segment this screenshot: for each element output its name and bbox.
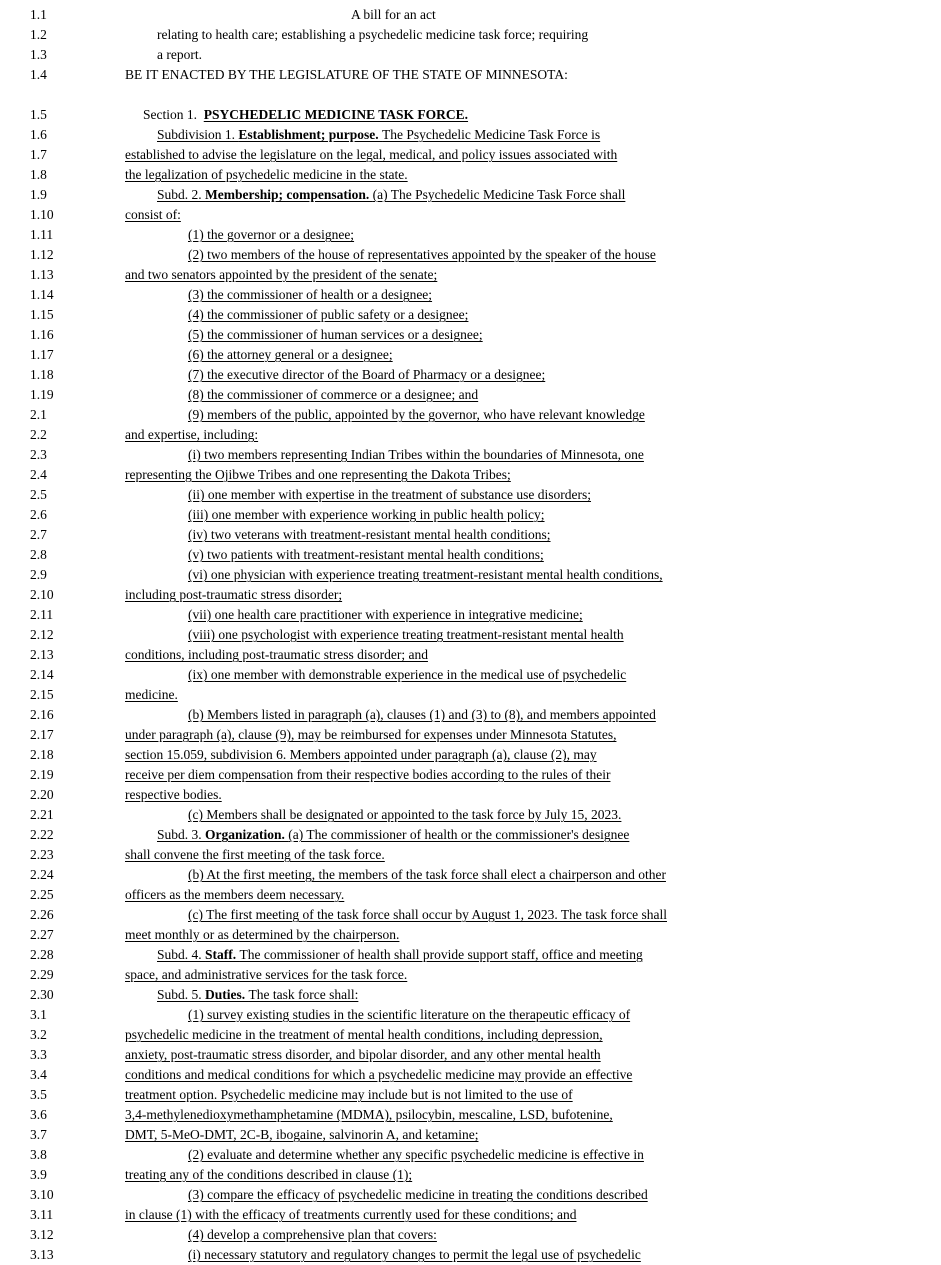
- text-segment: Subd. 3.: [157, 827, 206, 842]
- text-segment: BE IT ENACTED BY THE LEGISLATURE OF THE STATE OF MINNESOTA:: [125, 67, 568, 82]
- line-text: [125, 1025, 603, 1045]
- line-text: [125, 965, 407, 985]
- line-text: [188, 805, 621, 825]
- line-number: 1.17: [30, 347, 54, 362]
- line-text: [188, 285, 432, 305]
- line-number: 1.19: [30, 387, 54, 402]
- line-text: [188, 1245, 641, 1265]
- text-segment: (v) two patients with treatment-resistant mental health conditions;: [188, 547, 544, 562]
- line-text: [157, 185, 625, 205]
- line-number: 3.1: [30, 1007, 47, 1022]
- bill-line: [0, 1105, 941, 1125]
- line-text: [125, 745, 597, 765]
- line-number: 2.26: [30, 907, 54, 922]
- text-segment: conditions and medical conditions for which a psychedelic medicine may provide an effective: [125, 1067, 633, 1082]
- bill-line: [0, 825, 941, 845]
- bill-line: [0, 1005, 941, 1025]
- line-number: 3.9: [30, 1167, 47, 1182]
- line-number: 1.13: [30, 267, 54, 282]
- bill-line: [0, 1025, 941, 1045]
- line-text: [125, 1165, 412, 1185]
- bill-line: [0, 925, 941, 945]
- bill-line: [0, 205, 941, 225]
- text-segment: (b) Members listed in paragraph (a), clauses (1) and (3) to (8), and members appointed: [188, 707, 656, 722]
- line-text: [188, 405, 645, 425]
- text-segment: A bill for an act: [351, 7, 436, 22]
- line-number: 1.6: [30, 127, 47, 142]
- line-number: 3.5: [30, 1087, 47, 1102]
- line-number: 1.14: [30, 287, 54, 302]
- line-number: 1.16: [30, 327, 54, 342]
- line-text: [125, 725, 616, 745]
- bill-line: [0, 45, 941, 65]
- text-segment: (8) the commissioner of commerce or a designee; and: [188, 387, 479, 402]
- line-number: 1.5: [30, 107, 47, 122]
- line-number: 3.8: [30, 1147, 47, 1162]
- line-number: 2.27: [30, 927, 54, 942]
- text-segment: anxiety, post-traumatic stress disorder, and bipolar disorder, and any other mental health: [125, 1047, 601, 1062]
- line-text: [125, 145, 617, 165]
- text-segment: in clause (1) with the efficacy of treatments currently used for these conditions; and: [125, 1207, 577, 1222]
- text-segment: Subd. 2.: [157, 187, 206, 202]
- text-segment: (4) develop a comprehensive plan that covers:: [188, 1227, 437, 1242]
- line-text: [125, 165, 408, 185]
- line-text: [188, 345, 393, 365]
- line-text: [188, 1185, 648, 1205]
- text-segment: shall convene the first meeting of the task force.: [125, 847, 385, 862]
- bill-line: [0, 605, 941, 625]
- line-text: [188, 325, 483, 345]
- line-number: 2.15: [30, 687, 54, 702]
- line-text: [125, 685, 178, 705]
- bill-line: [0, 165, 941, 185]
- line-number: 2.21: [30, 807, 54, 822]
- bill-line: [0, 105, 941, 125]
- bill-line: [0, 945, 941, 965]
- bill-line: [0, 965, 941, 985]
- bill-line: [0, 145, 941, 165]
- line-text: [188, 665, 626, 685]
- line-number: 3.6: [30, 1107, 47, 1122]
- bill-line: [0, 885, 941, 905]
- line-number: 1.15: [30, 307, 54, 322]
- bill-line: [0, 5, 941, 25]
- bill-line: [0, 1245, 941, 1265]
- text-segment: receive per diem compensation from their respective bodies according to the rules of their: [125, 767, 611, 782]
- text-segment: The commissioner of health shall provide support staff, office and meeting: [239, 947, 643, 962]
- bill-line: [0, 425, 941, 445]
- line-number: 2.28: [30, 947, 54, 962]
- text-segment: treatment option. Psychedelic medicine may include but is not limited to the use of: [125, 1087, 573, 1102]
- text-segment: meet monthly or as determined by the chairperson.: [125, 927, 400, 942]
- text-segment: Subd. 5.: [157, 987, 206, 1002]
- line-number: 3.10: [30, 1187, 54, 1202]
- line-number: 2.3: [30, 447, 47, 462]
- line-text: [125, 425, 258, 445]
- line-number: 2.9: [30, 567, 47, 582]
- line-text: [125, 265, 437, 285]
- line-text: [143, 105, 468, 125]
- line-number: 2.8: [30, 547, 47, 562]
- line-number: 3.12: [30, 1227, 54, 1242]
- line-text: [188, 525, 551, 545]
- line-text: [188, 625, 624, 645]
- line-text: [188, 1145, 644, 1165]
- bill-line: [0, 225, 941, 245]
- line-number: 3.4: [30, 1067, 47, 1082]
- line-number: 2.17: [30, 727, 54, 742]
- line-number: 2.10: [30, 587, 54, 602]
- bill-line: [0, 1205, 941, 1225]
- heading-segment: Establishment; purpose.: [238, 127, 383, 142]
- text-segment: space, and administrative services for the task force.: [125, 967, 408, 982]
- text-segment: (viii) one psychologist with experience treating treatment-resistant mental health: [188, 627, 624, 642]
- line-text: [125, 1045, 601, 1065]
- text-segment: (i) two members representing Indian Tribes within the boundaries of Minnesota, one: [188, 447, 644, 462]
- text-segment: medicine.: [125, 687, 178, 702]
- line-text: [125, 585, 342, 605]
- line-number: 2.18: [30, 747, 54, 762]
- line-number: 1.4: [30, 67, 47, 82]
- line-text: [188, 305, 468, 325]
- line-text: [125, 65, 568, 85]
- line-number: 2.7: [30, 527, 47, 542]
- text-segment: (3) the commissioner of health or a designee;: [188, 287, 433, 302]
- text-segment: 3,4-methylenedioxymethamphetamine (MDMA), psilocybin, mescaline, LSD, bufotenine,: [125, 1107, 613, 1122]
- line-number: 2.4: [30, 467, 47, 482]
- line-number: 2.30: [30, 987, 54, 1002]
- bill-line: [0, 405, 941, 425]
- line-text: [188, 705, 656, 725]
- text-segment: established to advise the legislature on the legal, medical, and policy issues associated with: [125, 147, 618, 162]
- line-number: 1.3: [30, 47, 47, 62]
- line-number: 3.11: [30, 1207, 54, 1222]
- line-text: [188, 365, 545, 385]
- line-number: 1.7: [30, 147, 47, 162]
- line-text: [157, 25, 588, 45]
- line-number: 2.20: [30, 787, 54, 802]
- bill-line: [0, 245, 941, 265]
- bill-line: [0, 465, 941, 485]
- line-text: [188, 545, 544, 565]
- line-text: [125, 925, 399, 945]
- text-segment: conditions, including post-traumatic stress disorder; and: [125, 647, 428, 662]
- text-segment: (a) The Psychedelic Medicine Task Force shall: [372, 187, 626, 202]
- text-segment: Subdivision 1.: [157, 127, 239, 142]
- text-segment: (i) necessary statutory and regulatory changes to permit the legal use of psychedelic: [188, 1247, 641, 1262]
- line-text: [125, 785, 222, 805]
- text-segment: (ix) one member with demonstrable experience in the medical use of psychedelic: [188, 667, 627, 682]
- line-text: [188, 245, 656, 265]
- bill-line: [0, 345, 941, 365]
- bill-line: [0, 665, 941, 685]
- heading-segment: Staff.: [205, 947, 240, 962]
- line-number: 2.5: [30, 487, 47, 502]
- bill-line: [0, 1225, 941, 1245]
- text-segment: (b) At the first meeting, the members of the task force shall elect a chairperson and other: [188, 867, 666, 882]
- line-text: [125, 765, 610, 785]
- text-segment: (9) members of the public, appointed by the governor, who have relevant knowledge: [188, 407, 645, 422]
- line-text: [188, 1005, 630, 1025]
- text-segment: consist of:: [125, 207, 181, 222]
- line-text: [188, 485, 591, 505]
- text-segment: (6) the attorney general or a designee;: [188, 347, 393, 362]
- line-number: 2.22: [30, 827, 54, 842]
- text-segment: Section 1.: [143, 107, 204, 122]
- bill-line: [0, 445, 941, 465]
- line-text: [188, 605, 583, 625]
- bill-line: [0, 585, 941, 605]
- line-number: 1.8: [30, 167, 47, 182]
- line-number: 2.25: [30, 887, 54, 902]
- bill-line: [0, 545, 941, 565]
- bill-line: [0, 505, 941, 525]
- line-text: [125, 1105, 613, 1125]
- bill-line: [0, 325, 941, 345]
- line-number: 3.3: [30, 1047, 47, 1062]
- text-segment: (1) the governor or a designee;: [188, 227, 355, 242]
- bill-line: [0, 1045, 941, 1065]
- text-segment: respective bodies.: [125, 787, 222, 802]
- bill-line: [0, 1065, 941, 1085]
- text-segment: (3) compare the efficacy of psychedelic medicine in treating the conditions described: [188, 1187, 648, 1202]
- text-segment: under paragraph (a), clause (9), may be reimbursed for expenses under Minnesota Statutes,: [125, 727, 617, 742]
- bill-line: [0, 185, 941, 205]
- text-segment: (c) Members shall be designated or appointed to the task force by July 15, 2023.: [188, 807, 622, 822]
- line-text: [157, 125, 600, 145]
- text-segment: and two senators appointed by the president of the senate;: [125, 267, 438, 282]
- text-segment: the legalization of psychedelic medicine in the state.: [125, 167, 408, 182]
- text-segment: (vii) one health care practitioner with experience in integrative medicine;: [188, 607, 583, 622]
- text-segment: (1) survey existing studies in the scientific literature on the therapeutic efficacy of: [188, 1007, 631, 1022]
- text-segment: officers as the members deem necessary.: [125, 887, 345, 902]
- text-segment: (iii) one member with experience working in public health policy;: [188, 507, 545, 522]
- bill-line: [0, 1085, 941, 1105]
- line-number: 2.19: [30, 767, 54, 782]
- line-text: [125, 1065, 632, 1085]
- bill-line: [0, 685, 941, 705]
- bill-line: [0, 125, 941, 145]
- line-number: 1.10: [30, 207, 54, 222]
- bill-line: [0, 525, 941, 545]
- line-text: [188, 445, 644, 465]
- line-text: [157, 45, 202, 65]
- line-number: 2.1: [30, 407, 47, 422]
- bill-line: [0, 625, 941, 645]
- line-number: 2.14: [30, 667, 54, 682]
- bill-line: [0, 705, 941, 725]
- line-number: 2.29: [30, 967, 54, 982]
- bill-line: [0, 565, 941, 585]
- bill-line: [0, 25, 941, 45]
- line-number: 2.12: [30, 627, 54, 642]
- line-number: 1.1: [30, 7, 47, 22]
- line-number: 1.2: [30, 27, 47, 42]
- bill-line: [0, 845, 941, 865]
- line-number: 2.6: [30, 507, 47, 522]
- text-segment: section 15.059, subdivision 6. Members appointed under paragraph (a), clause (2), may: [125, 747, 597, 762]
- line-number: 2.13: [30, 647, 54, 662]
- line-number: 1.18: [30, 367, 54, 382]
- line-number: 3.13: [30, 1247, 54, 1262]
- line-text: [188, 865, 666, 885]
- heading-segment: Membership; compensation.: [205, 187, 373, 202]
- line-text: [188, 225, 354, 245]
- text-segment: Subd. 4.: [157, 947, 206, 962]
- text-segment: (c) The first meeting of the task force shall occur by August 1, 2023. The task force shall: [188, 907, 667, 922]
- line-text: [157, 945, 643, 965]
- text-segment: treating any of the conditions described in clause (1);: [125, 1167, 413, 1182]
- line-text: [125, 645, 428, 665]
- line-text: [125, 1085, 573, 1105]
- text-segment: (2) evaluate and determine whether any specific psychedelic medicine is effective in: [188, 1147, 644, 1162]
- line-number: 3.2: [30, 1027, 47, 1042]
- bill-line: [0, 1125, 941, 1145]
- line-text: [157, 825, 629, 845]
- line-text: [125, 1205, 576, 1225]
- text-segment: including post-traumatic stress disorder;: [125, 587, 343, 602]
- line-number: 1.9: [30, 187, 47, 202]
- line-text: [125, 845, 385, 865]
- bill-line: [0, 1165, 941, 1185]
- heading-segment: Organization.: [205, 827, 289, 842]
- bill-line: [0, 305, 941, 325]
- text-segment: representing the Ojibwe Tribes and one representing the Dakota Tribes;: [125, 467, 511, 482]
- line-number: 2.24: [30, 867, 54, 882]
- text-segment: (4) the commissioner of public safety or a designee;: [188, 307, 469, 322]
- text-segment: (7) the executive director of the Board of Pharmacy or a designee;: [188, 367, 546, 382]
- line-text: [188, 385, 478, 405]
- text-segment: DMT, 5-MeO-DMT, 2C-B, ibogaine, salvinorin A, and ketamine;: [125, 1127, 479, 1142]
- bill-line: [0, 365, 941, 385]
- line-text: [188, 905, 667, 925]
- text-segment: (vi) one physician with experience treating treatment-resistant mental health conditions,: [188, 567, 663, 582]
- bill-line: [0, 725, 941, 745]
- text-segment: a report.: [157, 47, 202, 62]
- bill-line: [0, 645, 941, 665]
- bill-line: [0, 805, 941, 825]
- bill-line: [0, 1185, 941, 1205]
- line-text: [157, 985, 358, 1005]
- text-segment: relating to health care; establishing a psychedelic medicine task force; requiring: [157, 27, 589, 42]
- line-number: 2.11: [30, 607, 54, 622]
- bill-line: [0, 1145, 941, 1165]
- text-segment: (iv) two veterans with treatment-resistant mental health conditions;: [188, 527, 551, 542]
- heading-segment: Duties.: [205, 987, 249, 1002]
- bill-line: [0, 265, 941, 285]
- bill-line: [0, 385, 941, 405]
- text-segment: (5) the commissioner of human services or a designee;: [188, 327, 483, 342]
- bill-line: [0, 905, 941, 925]
- line-text: [351, 5, 436, 25]
- line-text: [125, 1125, 478, 1145]
- heading-segment: PSYCHEDELIC MEDICINE TASK FORCE.: [203, 107, 469, 122]
- line-number: 2.16: [30, 707, 54, 722]
- line-text: [188, 505, 545, 525]
- line-text: [125, 205, 181, 225]
- line-number: 1.12: [30, 247, 54, 262]
- bill-line: [0, 285, 941, 305]
- line-text: [188, 1225, 437, 1245]
- line-number: 2.23: [30, 847, 54, 862]
- line-number: 3.7: [30, 1127, 47, 1142]
- bill-line: [0, 765, 941, 785]
- text-segment: (ii) one member with expertise in the treatment of substance use disorders;: [188, 487, 592, 502]
- bill-line: [0, 985, 941, 1005]
- text-segment: The task force shall:: [248, 987, 359, 1002]
- line-text: [188, 565, 663, 585]
- bill-line: [0, 865, 941, 885]
- line-text: [125, 885, 344, 905]
- bill-line: [0, 785, 941, 805]
- line-number: 1.11: [30, 227, 54, 242]
- text-segment: The Psychedelic Medicine Task Force is: [382, 127, 601, 142]
- bill-line: [0, 485, 941, 505]
- line-text: [125, 465, 511, 485]
- bill-line: [0, 65, 941, 85]
- line-number: 2.2: [30, 427, 47, 442]
- text-segment: and expertise, including:: [125, 427, 259, 442]
- text-segment: psychedelic medicine in the treatment of mental health conditions, including depression,: [125, 1027, 603, 1042]
- bill-line: [0, 745, 941, 765]
- text-segment: (a) The commissioner of health or the commissioner's designee: [288, 827, 630, 842]
- text-segment: (2) two members of the house of representatives appointed by the speaker of the house: [188, 247, 656, 262]
